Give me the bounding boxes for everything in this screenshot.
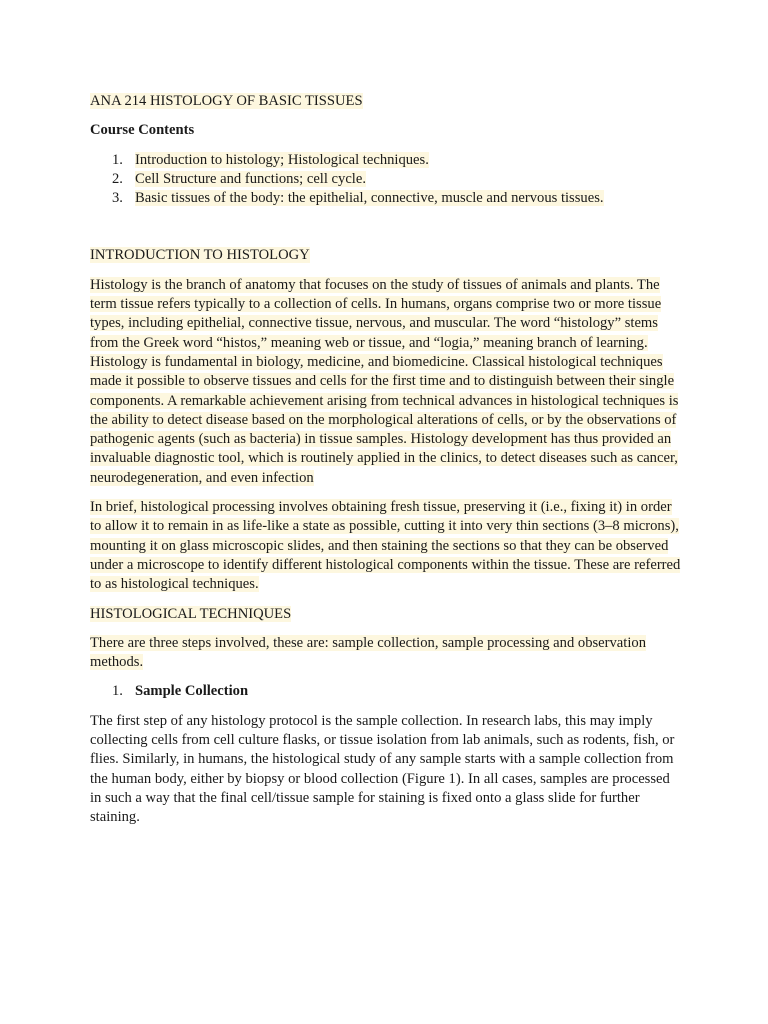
techniques-intro-text: There are three steps involved, these are: sample collection, sample processing and observation methods. [90, 634, 646, 671]
course-contents-list [90, 151, 682, 209]
intro-paragraph-1 [90, 276, 682, 488]
sample-collection-heading: Sample Collection [135, 683, 249, 700]
list-item [90, 151, 682, 170]
list-item-text: Basic tissues of the body: the epithelial, connective, muscle and nervous tissues. [135, 190, 604, 207]
intro-heading [90, 246, 682, 265]
course-contents-heading: Course Contents [90, 122, 195, 139]
list-item-number: 2. [112, 170, 123, 187]
intro-paragraph-2-text: In brief, histological processing involves obtaining fresh tissue, preserving it (i.e., fixing it) in order to allow it to remain in as life-like a state as possible, cutting it into very thin sections (3–8 microns), mounting it on glass microscopic slides, and then staining the sections so that they can be observed under a microscope to identify different histological components within the tissue. These are referred to as histological techniques. [90, 499, 681, 593]
list-item-text: Introduction to histology; Histological techniques. [135, 151, 429, 168]
list-item [90, 682, 682, 701]
list-item-number: 1. [112, 683, 123, 700]
list-item [90, 170, 682, 189]
sample-collection-paragraph: The first step of any histology protocol is the sample collection. In research labs, this may imply collecting cells from cell culture flasks, or tissue isolation from lab animals, such as rodents, fish, or flies. Similarly, in humans, the histological study of any sample starts with a sample collection from the human body, either by biopsy or blood collection (Figure 1). In all cases, samples are processed in such a way that the final cell/tissue sample for staining is fixed onto a glass slide for further staining. [90, 712, 675, 826]
techniques-intro [90, 634, 682, 673]
document-title-text: ANA 214 HISTOLOGY OF BASIC TISSUES [90, 93, 363, 109]
list-item [90, 189, 682, 208]
techniques-heading [90, 605, 682, 624]
list-item-text: Cell Structure and functions; cell cycle. [135, 170, 366, 187]
document-title [90, 92, 682, 111]
intro-paragraph-1-text: Histology is the branch of anatomy that focuses on the study of tissues of animals and plants. The term tissue refers typically to a collection of cells. In humans, organs comprise two or more tissue types, including epithelial, connective tissue, nervous, and muscular. The word “histology” stems from the Greek word “histos,” meaning web or tissue, and “logia,” meaning branch of learning. Histology is fundamental in biology, medicine, and biomedicine. Classical histological techniques made it possible to observe tissues and cells for the first time and to distinguish between their single components. A remarkable achievement arising from technical advances in histological techniques is the ability to detect disease based on the morphological alterations of cells, or by the observations of pathogenic agents (such as bacteria) in tissue samples. Histology development has thus provided an invaluable diagnostic tool, which is routinely applied in the clinics, to detect diseases such as cancer, neurodegeneration, and even infection [90, 276, 679, 486]
list-item-number: 3. [112, 190, 123, 207]
intro-heading-text: INTRODUCTION TO HISTOLOGY [90, 247, 310, 264]
intro-paragraph-2 [90, 498, 682, 594]
techniques-heading-text: HISTOLOGICAL TECHNIQUES [90, 605, 292, 622]
list-item-number: 1. [112, 151, 123, 168]
document-page [90, 92, 682, 828]
techniques-steps-list [90, 682, 682, 701]
